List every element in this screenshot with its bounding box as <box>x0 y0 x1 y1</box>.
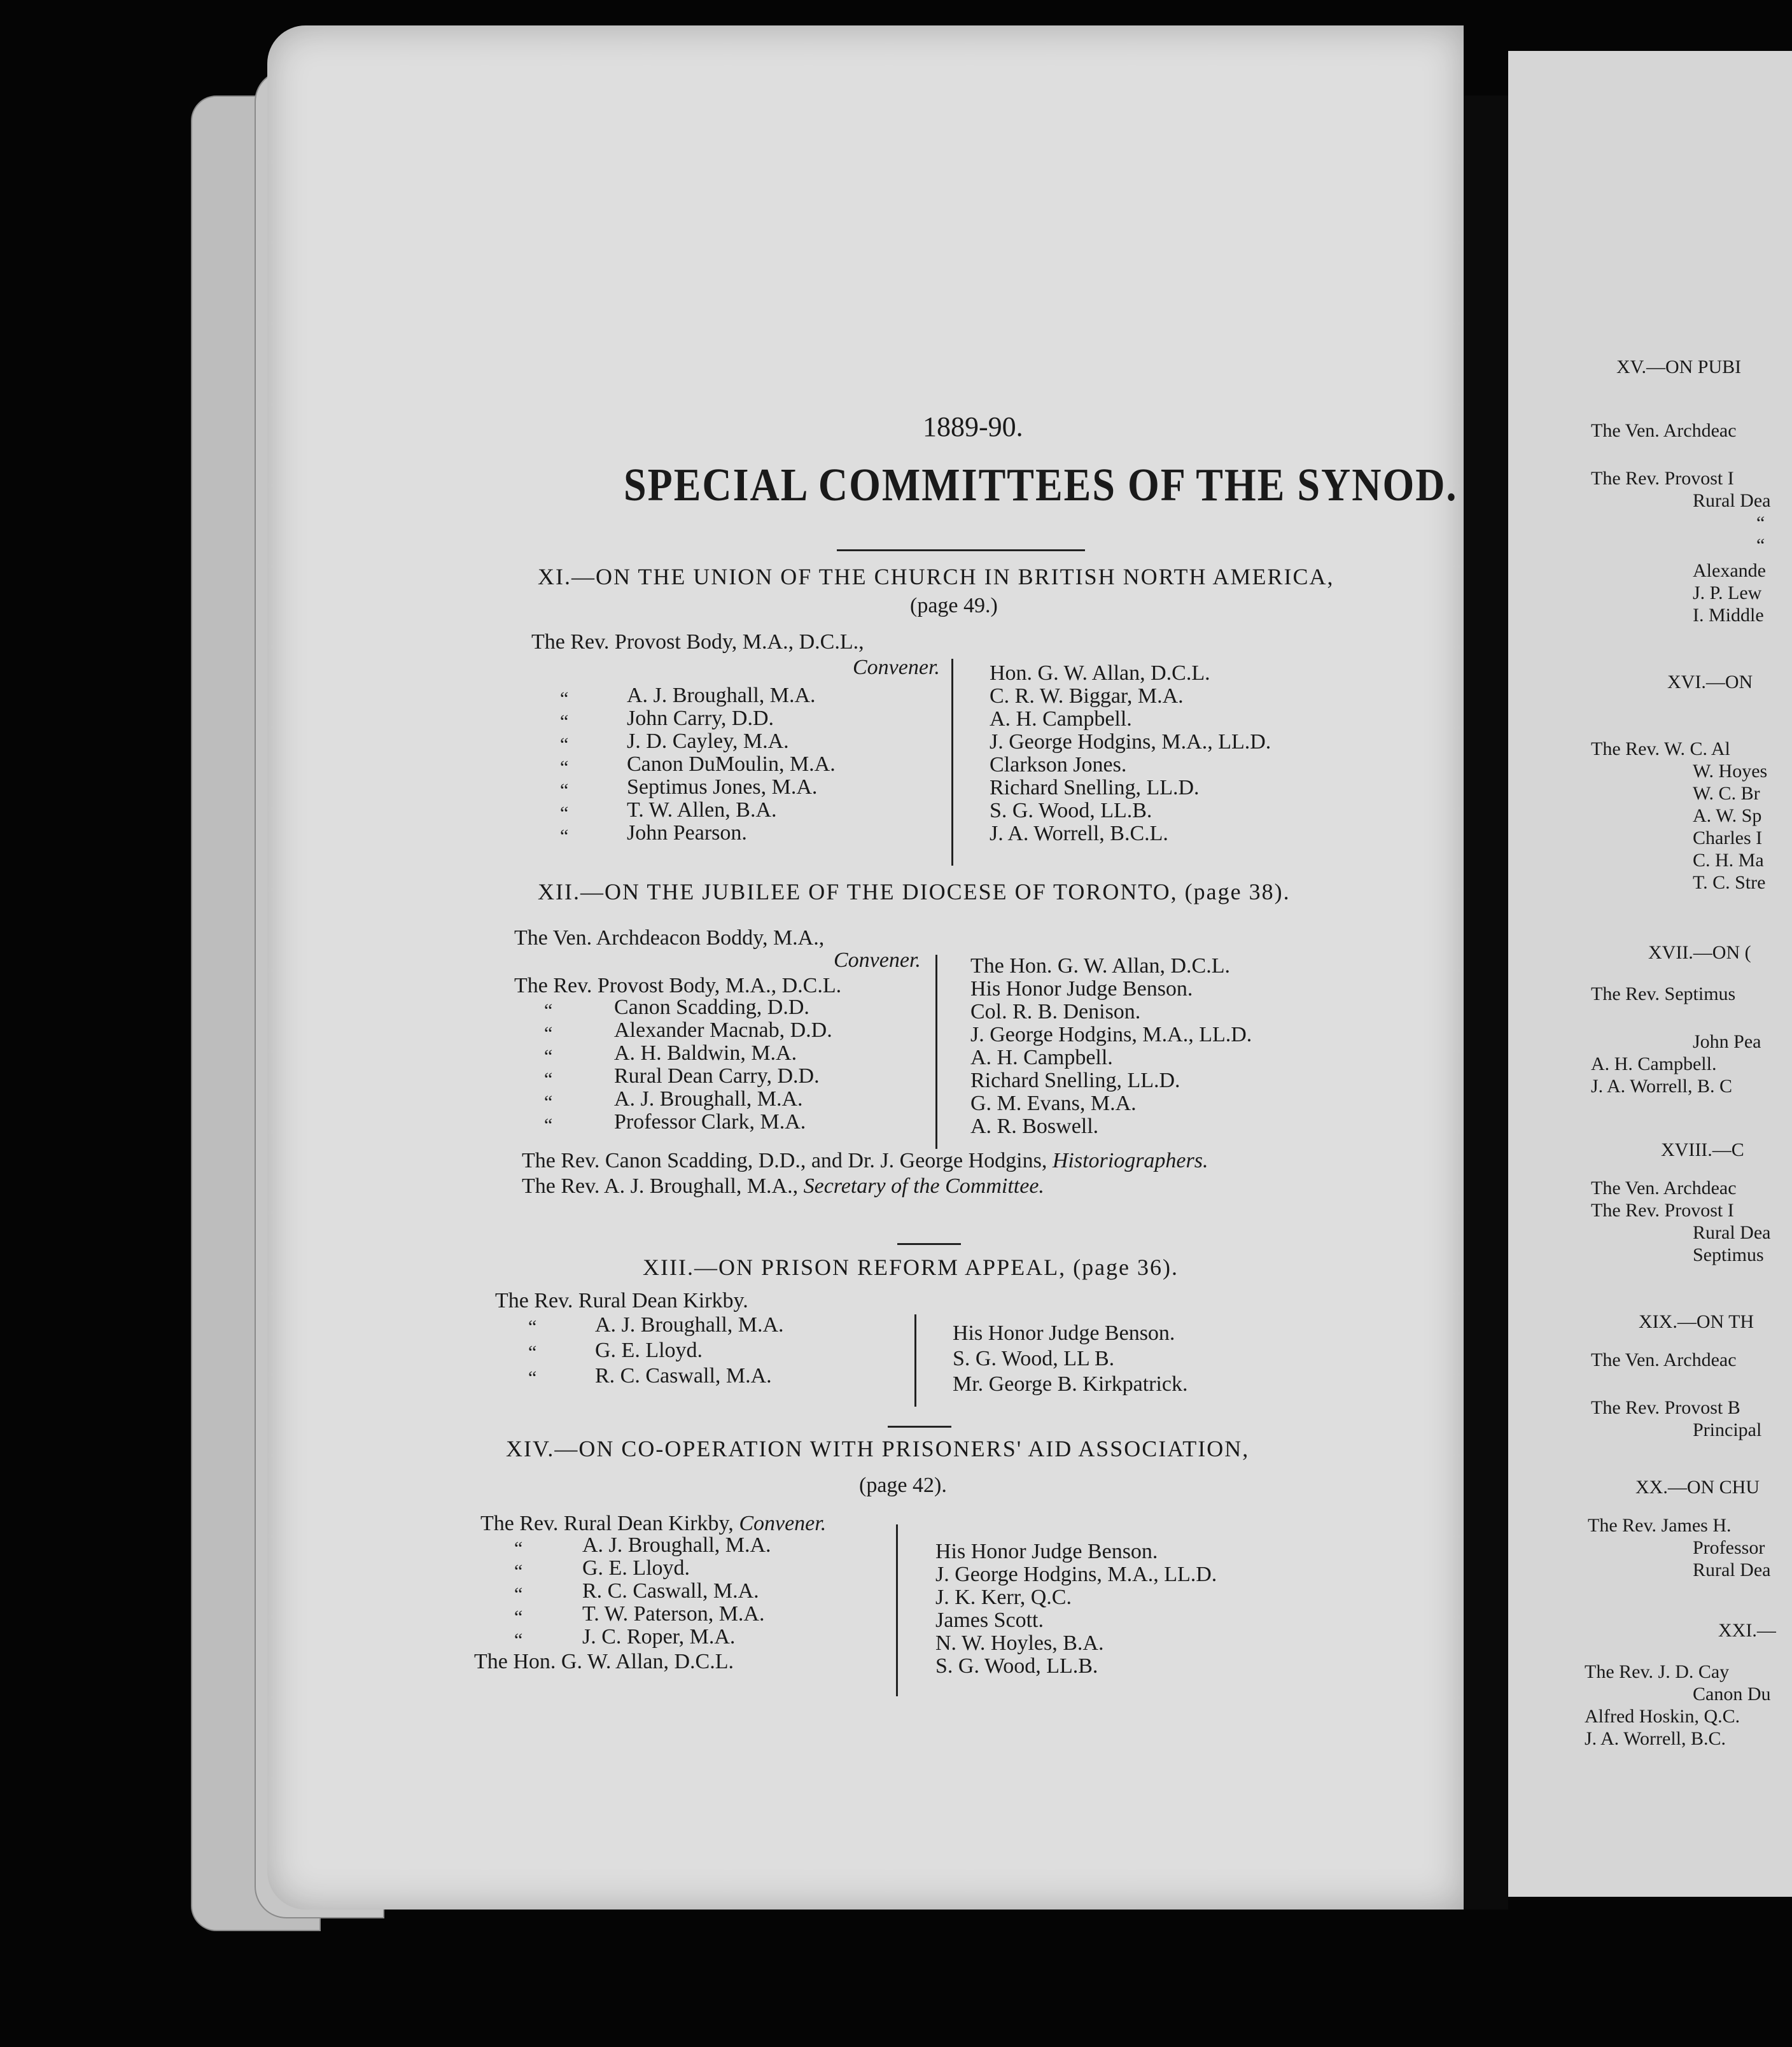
member: Clarkson Jones. <box>990 753 1127 777</box>
historiographers-label: Historiographers. <box>1052 1149 1208 1172</box>
member: J. A. Worrell, B.C.L. <box>990 822 1168 845</box>
ditto-marks: “ “ “ “ “ “ “ <box>560 688 569 847</box>
right-page-line: Canon Du <box>1693 1684 1771 1705</box>
right-page-line: Alfred Hoskin, Q.C. <box>1585 1706 1740 1727</box>
right-page-line: The Ven. Archdeac <box>1591 1349 1737 1370</box>
member: J. George Hodgins, M.A., LL.D. <box>970 1023 1252 1046</box>
member: A. J. Broughall, M.A. <box>595 1313 784 1337</box>
section-xiv-convener-name: The Rev. Rural Dean Kirkby, <box>480 1512 734 1535</box>
member: Col. R. B. Denison. <box>970 1000 1141 1024</box>
right-page-line: The Rev. Provost B <box>1591 1397 1740 1418</box>
column-divider <box>935 955 937 1149</box>
page-title: SPECIAL COMMITTEES OF THE SYNOD. <box>624 458 1458 511</box>
right-page-line: Rural Dea <box>1693 490 1771 511</box>
right-page-line: “ <box>1756 535 1765 556</box>
section-xiv-heading: XIV.—ON CO-OPERATION WITH PRISONERS' AID ASSOCIATION, <box>506 1436 1250 1461</box>
member: Mr. George B. Kirkpatrick. <box>953 1372 1188 1396</box>
year-heading: 1889-90. <box>923 411 1023 442</box>
right-page-line: J. A. Worrell, B.C. <box>1585 1728 1726 1749</box>
member: Septimus Jones, M.A. <box>627 775 818 799</box>
right-page-line: XVII.—ON ( <box>1648 942 1751 963</box>
section-xi-page-ref: (page 49.) <box>910 594 998 617</box>
right-page-line: XXI.— <box>1718 1620 1776 1641</box>
member: James Scott. <box>935 1608 1044 1632</box>
member: R. C. Caswall, M.A. <box>595 1364 772 1388</box>
section-xiii-heading: XIII.—ON PRISON REFORM APPEAL, (page 36). <box>643 1255 1179 1280</box>
section-xiv-right-list <box>935 1540 1217 1678</box>
section-xi-heading: XI.—ON THE UNION OF THE CHURCH IN BRITISH NORTH AMERICA, <box>538 564 1334 589</box>
section-xiii-left-list <box>595 1312 784 1389</box>
right-page-line: Septimus <box>1693 1244 1764 1265</box>
column-divider <box>914 1314 916 1407</box>
right-page-line: Rural Dea <box>1693 1222 1771 1243</box>
member: G. E. Lloyd. <box>582 1556 690 1580</box>
section-xii-first: The Rev. Provost Body, M.A., D.C.L. <box>514 974 842 997</box>
member: A. R. Boswell. <box>970 1115 1099 1138</box>
section-rule <box>888 1426 951 1428</box>
member: J. George Hodgins, M.A., LL.D. <box>990 730 1271 754</box>
member: J. D. Cayley, M.A. <box>627 729 789 753</box>
member: J. George Hodgins, M.A., LL.D. <box>935 1563 1217 1586</box>
historiographers-names: The Rev. Canon Scadding, D.D., and Dr. J. George Hodgins, <box>522 1149 1047 1172</box>
right-page-line: C. H. Ma <box>1693 850 1764 871</box>
right-page-line: The Ven. Archdeac <box>1591 1178 1737 1199</box>
member: Professor Clark, M.A. <box>614 1110 806 1134</box>
member: A. J. Broughall, M.A. <box>614 1087 803 1111</box>
member: G. E. Lloyd. <box>595 1339 703 1362</box>
member: S. G. Wood, LL.B. <box>935 1654 1098 1678</box>
member: A. J. Broughall, M.A. <box>627 684 816 707</box>
right-page-line: The Rev. J. D. Cay <box>1585 1661 1730 1682</box>
member: J. C. Roper, M.A. <box>582 1625 736 1649</box>
section-xii-convener-label: Convener. <box>834 948 921 972</box>
secretary-name: The Rev. A. J. Broughall, M.A., <box>522 1174 799 1198</box>
right-page-line: Alexande <box>1693 560 1766 581</box>
right-page-line: XV.—ON PUBI <box>1616 356 1742 377</box>
right-page-line: XVIII.—C <box>1661 1139 1744 1160</box>
member: His Honor Judge Benson. <box>935 1540 1158 1563</box>
section-xii-heading: XII.—ON THE JUBILEE OF THE DIOCESE OF TORONTO, (page 38). <box>538 879 1291 904</box>
right-page-line: J. P. Lew <box>1693 582 1762 603</box>
right-page-line: W. Hoyes <box>1693 761 1768 782</box>
column-divider <box>896 1524 898 1696</box>
member: J. K. Kerr, Q.C. <box>935 1586 1072 1609</box>
section-xii-left-list <box>614 996 832 1134</box>
member: Alexander Macnab, D.D. <box>614 1018 832 1042</box>
member: John Pearson. <box>627 821 747 845</box>
right-page-line: A. H. Campbell. <box>1591 1053 1717 1074</box>
secretary-line <box>522 1174 1044 1199</box>
ditto-marks: “ “ “ “ “ <box>514 1538 523 1650</box>
right-page-line: The Rev. Provost I <box>1591 1200 1734 1221</box>
section-xi-convener: The Rev. Provost Body, M.A., D.C.L., <box>531 630 864 654</box>
section-xiii-right-list <box>953 1321 1188 1397</box>
section-xiv-left-list <box>582 1534 771 1649</box>
right-page-line: A. W. Sp <box>1693 805 1762 826</box>
right-page-line: I. Middle <box>1693 605 1764 626</box>
section-xiii-first: The Rev. Rural Dean Kirkby. <box>495 1289 748 1312</box>
section-xi-left-list <box>627 684 836 845</box>
right-page-line: Professor <box>1693 1537 1765 1558</box>
member: S. G. Wood, LL B. <box>953 1347 1115 1370</box>
member: A. H. Campbell. <box>970 1046 1113 1069</box>
member: C. R. W. Biggar, M.A. <box>990 684 1184 708</box>
right-page-line: Principal <box>1693 1419 1762 1440</box>
member: A. H. Campbell. <box>990 707 1132 731</box>
right-page-line: XIX.—ON TH <box>1639 1311 1754 1332</box>
ditto-marks: “ “ “ <box>528 1316 537 1388</box>
right-page-line: The Rev. Provost I <box>1591 468 1734 489</box>
member: T. W. Paterson, M.A. <box>582 1602 765 1626</box>
right-page-line: The Rev. W. C. Al <box>1591 738 1730 759</box>
historiographers-line <box>522 1149 1208 1173</box>
member: His Honor Judge Benson. <box>953 1321 1175 1345</box>
member: Canon DuMoulin, M.A. <box>627 752 836 776</box>
section-xiv-convener <box>480 1512 826 1536</box>
right-page-line: The Ven. Archdeac <box>1591 420 1737 441</box>
member: A. H. Baldwin, M.A. <box>614 1041 797 1065</box>
member: A. J. Broughall, M.A. <box>582 1533 771 1557</box>
section-rule <box>897 1243 961 1245</box>
member: T. W. Allen, B.A. <box>627 798 777 822</box>
right-page-line: W. C. Br <box>1693 783 1760 804</box>
right-page-line: XX.—ON CHU <box>1635 1477 1760 1498</box>
title-rule <box>837 549 1085 551</box>
section-xi-convener-label: Convener. <box>853 656 940 679</box>
member: Rural Dean Carry, D.D. <box>614 1064 820 1088</box>
ditto-marks: “ “ “ “ “ “ <box>544 1000 553 1136</box>
right-page-line: J. A. Worrell, B. C <box>1591 1076 1733 1097</box>
section-xiv-page-ref: (page 42). <box>859 1474 947 1497</box>
section-xiv-last: The Hon. G. W. Allan, D.C.L. <box>474 1650 734 1673</box>
section-xi-right-list <box>990 662 1271 845</box>
member: S. G. Wood, LL.B. <box>990 799 1152 822</box>
member: R. C. Caswall, M.A. <box>582 1579 759 1603</box>
member: Richard Snelling, LL.D. <box>970 1069 1180 1092</box>
member: The Hon. G. W. Allan, D.C.L. <box>970 954 1230 978</box>
column-divider <box>951 659 953 866</box>
right-page-line: John Pea <box>1693 1031 1761 1052</box>
right-page-line: The Rev. James H. <box>1588 1515 1732 1536</box>
member: N. W. Hoyles, B.A. <box>935 1631 1104 1655</box>
book-gutter <box>1464 95 1508 1910</box>
right-page-line: XVI.—ON <box>1667 672 1753 693</box>
right-page-line: “ <box>1756 512 1765 533</box>
secretary-label: Secretary of the Committee. <box>803 1174 1044 1198</box>
right-page-line: The Rev. Septimus <box>1591 983 1736 1004</box>
right-page-line: Rural Dea <box>1693 1559 1771 1580</box>
member: G. M. Evans, M.A. <box>970 1092 1137 1115</box>
member: Richard Snelling, LL.D. <box>990 776 1200 799</box>
member: His Honor Judge Benson. <box>970 977 1193 1001</box>
section-xiv-convener-label: Convener. <box>739 1512 827 1535</box>
section-xii-convener: The Ven. Archdeacon Boddy, M.A., <box>514 926 825 950</box>
right-page-line: Charles I <box>1693 827 1763 848</box>
member: John Carry, D.D. <box>627 707 774 730</box>
section-xii-right-list <box>970 955 1252 1138</box>
member: Canon Scadding, D.D. <box>614 995 809 1019</box>
member: Hon. G. W. Allan, D.C.L. <box>990 661 1210 685</box>
right-page-line: T. C. Stre <box>1693 872 1766 893</box>
